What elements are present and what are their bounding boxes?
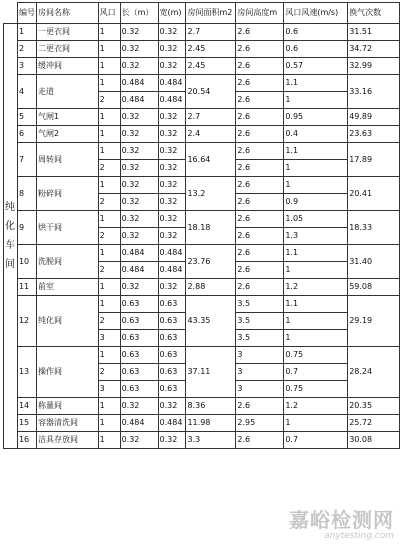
room-number-cell: 15 bbox=[17, 415, 36, 432]
air-changes-cell: 25.72 bbox=[348, 415, 400, 432]
room-area-cell: 2.4 bbox=[186, 126, 236, 143]
table-row bbox=[4, 75, 400, 92]
vent-length-cell: 0.32 bbox=[120, 24, 158, 41]
vent-number-cell: 2 bbox=[98, 160, 120, 177]
header-cell: 长（m） bbox=[120, 3, 158, 24]
vent-length-cell: 0.63 bbox=[120, 364, 158, 381]
room-name-cell: 气闸2 bbox=[36, 126, 98, 143]
vent-length-cell: 0.32 bbox=[120, 432, 158, 449]
vent-length-cell: 0.63 bbox=[120, 313, 158, 330]
header-cell: 宽(m) bbox=[158, 3, 186, 24]
room-height-cell: 3 bbox=[236, 347, 284, 364]
room-height-cell: 2.6 bbox=[236, 126, 284, 143]
room-area-cell: 11.98 bbox=[186, 415, 236, 432]
vent-speed-cell: 1.1 bbox=[284, 296, 348, 313]
vent-number-cell: 2 bbox=[98, 194, 120, 211]
category-char: 化 bbox=[5, 220, 15, 232]
category-char: 纯 bbox=[5, 201, 15, 213]
ventilation-data-table bbox=[3, 2, 400, 449]
room-height-cell: 2.6 bbox=[236, 177, 284, 194]
vent-length-cell: 0.32 bbox=[120, 211, 158, 228]
table-row bbox=[4, 143, 400, 160]
room-name-cell: 纯化间 bbox=[36, 296, 98, 347]
room-name-cell: 操作间 bbox=[36, 347, 98, 398]
vent-speed-cell: 1 bbox=[284, 177, 348, 194]
vent-speed-cell: 0.57 bbox=[284, 58, 348, 75]
table-row bbox=[4, 211, 400, 228]
vent-width-cell: 0.484 bbox=[158, 75, 186, 92]
vent-width-cell: 0.484 bbox=[158, 415, 186, 432]
room-area-cell: 13.2 bbox=[186, 177, 236, 211]
room-number-cell: 5 bbox=[17, 109, 36, 126]
vent-speed-cell: 0.75 bbox=[284, 381, 348, 398]
room-name-cell: 烘干间 bbox=[36, 211, 98, 245]
table-row bbox=[4, 58, 400, 75]
room-area-cell: 18.18 bbox=[186, 211, 236, 245]
vent-width-cell: 0.32 bbox=[158, 279, 186, 296]
room-name-cell: 二更衣间 bbox=[36, 41, 98, 58]
room-area-cell: 2.45 bbox=[186, 41, 236, 58]
air-changes-cell: 28.24 bbox=[348, 347, 400, 398]
room-number-cell: 12 bbox=[17, 296, 36, 347]
table-row bbox=[4, 177, 400, 194]
vent-width-cell: 0.32 bbox=[158, 398, 186, 415]
vent-width-cell: 0.32 bbox=[158, 432, 186, 449]
ventilation-table-container bbox=[3, 2, 400, 449]
vent-width-cell: 0.484 bbox=[158, 92, 186, 109]
room-height-cell: 2.6 bbox=[236, 41, 284, 58]
room-name-cell: 容器清洗间 bbox=[36, 415, 98, 432]
vent-number-cell: 1 bbox=[98, 279, 120, 296]
room-number-cell: 10 bbox=[17, 245, 36, 279]
table-header-row bbox=[4, 3, 400, 24]
room-area-cell: 2.88 bbox=[186, 279, 236, 296]
watermark-brand-text: 嘉峪检测网 bbox=[289, 508, 394, 532]
vent-number-cell: 1 bbox=[98, 41, 120, 58]
vent-width-cell: 0.484 bbox=[158, 245, 186, 262]
room-height-cell: 2.6 bbox=[236, 194, 284, 211]
vent-length-cell: 0.484 bbox=[120, 92, 158, 109]
vent-speed-cell: 0.7 bbox=[284, 364, 348, 381]
vent-number-cell: 1 bbox=[98, 109, 120, 126]
category-char: 车 bbox=[5, 239, 15, 251]
vent-width-cell: 0.32 bbox=[158, 211, 186, 228]
vent-speed-cell: 0.4 bbox=[284, 126, 348, 143]
room-name-cell: 洁具存放间 bbox=[36, 432, 98, 449]
header-cell: 风口风速(m/s) bbox=[284, 3, 348, 24]
vent-speed-cell: 0.6 bbox=[284, 41, 348, 58]
room-area-cell: 2.45 bbox=[186, 58, 236, 75]
vent-width-cell: 0.63 bbox=[158, 330, 186, 347]
vent-number-cell: 1 bbox=[98, 245, 120, 262]
table-row bbox=[4, 24, 400, 41]
room-height-cell: 3.5 bbox=[236, 296, 284, 313]
vent-number-cell: 2 bbox=[98, 92, 120, 109]
table-row bbox=[4, 347, 400, 364]
vent-number-cell: 2 bbox=[98, 228, 120, 245]
room-height-cell: 2.6 bbox=[236, 75, 284, 92]
vent-number-cell: 1 bbox=[98, 126, 120, 143]
room-height-cell: 2.6 bbox=[236, 24, 284, 41]
vent-number-cell: 1 bbox=[98, 58, 120, 75]
vent-width-cell: 0.63 bbox=[158, 347, 186, 364]
room-name-cell: 一更衣间 bbox=[36, 24, 98, 41]
room-area-cell: 8.36 bbox=[186, 398, 236, 415]
vent-length-cell: 0.484 bbox=[120, 245, 158, 262]
vent-width-cell: 0.32 bbox=[158, 24, 186, 41]
room-area-cell: 2.7 bbox=[186, 24, 236, 41]
room-name-cell: 周转间 bbox=[36, 143, 98, 177]
header-corner bbox=[4, 3, 18, 24]
room-height-cell: 3.5 bbox=[236, 330, 284, 347]
category-cell bbox=[4, 24, 18, 449]
vent-length-cell: 0.32 bbox=[120, 177, 158, 194]
header-cell: 房间名称 bbox=[36, 3, 98, 24]
vent-width-cell: 0.63 bbox=[158, 364, 186, 381]
vent-width-cell: 0.32 bbox=[158, 58, 186, 75]
vent-speed-cell: 0.6 bbox=[284, 24, 348, 41]
room-number-cell: 3 bbox=[17, 58, 36, 75]
table-row bbox=[4, 126, 400, 143]
vent-speed-cell: 1.2 bbox=[284, 279, 348, 296]
vent-length-cell: 0.32 bbox=[120, 398, 158, 415]
air-changes-cell: 18.33 bbox=[348, 211, 400, 245]
vent-width-cell: 0.484 bbox=[158, 262, 186, 279]
room-number-cell: 7 bbox=[17, 143, 36, 177]
vent-speed-cell: 1.1 bbox=[284, 245, 348, 262]
header-cell: 换气次数 bbox=[348, 3, 400, 24]
room-height-cell: 2.6 bbox=[236, 92, 284, 109]
vent-speed-cell: 0.7 bbox=[284, 432, 348, 449]
header-cell: 房间面积m2 bbox=[186, 3, 236, 24]
vent-length-cell: 0.32 bbox=[120, 194, 158, 211]
vent-width-cell: 0.63 bbox=[158, 296, 186, 313]
table-row bbox=[4, 109, 400, 126]
vent-number-cell: 1 bbox=[98, 432, 120, 449]
room-name-cell: 称量间 bbox=[36, 398, 98, 415]
header-cell: 风口 bbox=[98, 3, 120, 24]
vent-speed-cell: 1 bbox=[284, 262, 348, 279]
vent-width-cell: 0.32 bbox=[158, 41, 186, 58]
room-number-cell: 14 bbox=[17, 398, 36, 415]
room-area-cell: 20.54 bbox=[186, 75, 236, 109]
air-changes-cell: 33.16 bbox=[348, 75, 400, 109]
table-row bbox=[4, 41, 400, 58]
room-number-cell: 11 bbox=[17, 279, 36, 296]
air-changes-cell: 20.35 bbox=[348, 398, 400, 415]
room-height-cell: 2.6 bbox=[236, 58, 284, 75]
vent-length-cell: 0.63 bbox=[120, 347, 158, 364]
room-height-cell: 2.6 bbox=[236, 143, 284, 160]
room-name-cell: 粉碎间 bbox=[36, 177, 98, 211]
room-area-cell: 3.3 bbox=[186, 432, 236, 449]
vent-number-cell: 1 bbox=[98, 211, 120, 228]
room-area-cell: 43.35 bbox=[186, 296, 236, 347]
vent-speed-cell: 1 bbox=[284, 92, 348, 109]
room-number-cell: 13 bbox=[17, 347, 36, 398]
table-row bbox=[4, 296, 400, 313]
vent-length-cell: 0.484 bbox=[120, 415, 158, 432]
room-height-cell: 2.6 bbox=[236, 228, 284, 245]
room-name-cell: 走道 bbox=[36, 75, 98, 109]
watermark-url-text: anytesting.com bbox=[324, 531, 394, 541]
vent-speed-cell: 1.3 bbox=[284, 228, 348, 245]
vent-speed-cell: 0.95 bbox=[284, 109, 348, 126]
table-row bbox=[4, 245, 400, 262]
vent-number-cell: 2 bbox=[98, 313, 120, 330]
room-height-cell: 3 bbox=[236, 364, 284, 381]
vent-speed-cell: 1.05 bbox=[284, 211, 348, 228]
room-height-cell: 2.6 bbox=[236, 432, 284, 449]
vent-number-cell: 1 bbox=[98, 75, 120, 92]
air-changes-cell: 29.19 bbox=[348, 296, 400, 347]
room-number-cell: 1 bbox=[17, 24, 36, 41]
table-row bbox=[4, 415, 400, 432]
air-changes-cell: 31.40 bbox=[348, 245, 400, 279]
vent-length-cell: 0.32 bbox=[120, 109, 158, 126]
vent-number-cell: 1 bbox=[98, 347, 120, 364]
room-name-cell: 缓冲间 bbox=[36, 58, 98, 75]
room-number-cell: 2 bbox=[17, 41, 36, 58]
room-number-cell: 4 bbox=[17, 75, 36, 109]
vent-speed-cell: 1 bbox=[284, 415, 348, 432]
vent-number-cell: 1 bbox=[98, 398, 120, 415]
air-changes-cell: 49.89 bbox=[348, 109, 400, 126]
vent-number-cell: 1 bbox=[98, 24, 120, 41]
room-number-cell: 16 bbox=[17, 432, 36, 449]
vent-number-cell: 3 bbox=[98, 330, 120, 347]
vent-number-cell: 1 bbox=[98, 296, 120, 313]
vent-speed-cell: 0.75 bbox=[284, 347, 348, 364]
room-number-cell: 9 bbox=[17, 211, 36, 245]
air-changes-cell: 34.72 bbox=[348, 41, 400, 58]
vent-width-cell: 0.32 bbox=[158, 109, 186, 126]
vent-length-cell: 0.63 bbox=[120, 296, 158, 313]
room-number-cell: 8 bbox=[17, 177, 36, 211]
room-number-cell: 6 bbox=[17, 126, 36, 143]
vent-speed-cell: 1.2 bbox=[284, 398, 348, 415]
air-changes-cell: 20.41 bbox=[348, 177, 400, 211]
air-changes-cell: 30.08 bbox=[348, 432, 400, 449]
vent-length-cell: 0.32 bbox=[120, 58, 158, 75]
vent-speed-cell: 1 bbox=[284, 330, 348, 347]
vent-speed-cell: 1 bbox=[284, 313, 348, 330]
vent-speed-cell: 1 bbox=[284, 160, 348, 177]
room-height-cell: 3.5 bbox=[236, 313, 284, 330]
room-height-cell: 2.6 bbox=[236, 160, 284, 177]
vent-speed-cell: 0.9 bbox=[284, 194, 348, 211]
vent-speed-cell: 1.1 bbox=[284, 143, 348, 160]
air-changes-cell: 32.99 bbox=[348, 58, 400, 75]
vent-width-cell: 0.32 bbox=[158, 194, 186, 211]
vent-width-cell: 0.32 bbox=[158, 160, 186, 177]
vent-length-cell: 0.32 bbox=[120, 279, 158, 296]
vent-width-cell: 0.32 bbox=[158, 126, 186, 143]
room-height-cell: 2.95 bbox=[236, 415, 284, 432]
room-height-cell: 2.6 bbox=[236, 279, 284, 296]
room-area-cell: 37.11 bbox=[186, 347, 236, 398]
table-body bbox=[4, 24, 400, 449]
header-cell: 房间高度m bbox=[236, 3, 284, 24]
room-height-cell: 3 bbox=[236, 381, 284, 398]
vent-number-cell: 1 bbox=[98, 177, 120, 194]
vent-length-cell: 0.484 bbox=[120, 262, 158, 279]
vent-length-cell: 0.32 bbox=[120, 228, 158, 245]
vent-length-cell: 0.32 bbox=[120, 41, 158, 58]
vent-number-cell: 3 bbox=[98, 381, 120, 398]
vent-width-cell: 0.32 bbox=[158, 143, 186, 160]
room-name-cell: 前室 bbox=[36, 279, 98, 296]
air-changes-cell: 17.89 bbox=[348, 143, 400, 177]
table-row bbox=[4, 432, 400, 449]
vent-length-cell: 0.32 bbox=[120, 160, 158, 177]
room-area-cell: 16.64 bbox=[186, 143, 236, 177]
vent-width-cell: 0.63 bbox=[158, 313, 186, 330]
air-changes-cell: 59.08 bbox=[348, 279, 400, 296]
vent-length-cell: 0.32 bbox=[120, 126, 158, 143]
vent-speed-cell: 1.1 bbox=[284, 75, 348, 92]
category-char: 间 bbox=[5, 258, 15, 270]
vent-width-cell: 0.32 bbox=[158, 228, 186, 245]
room-name-cell: 气闸1 bbox=[36, 109, 98, 126]
table-row bbox=[4, 398, 400, 415]
room-height-cell: 2.6 bbox=[236, 245, 284, 262]
room-height-cell: 2.6 bbox=[236, 211, 284, 228]
vent-length-cell: 0.63 bbox=[120, 381, 158, 398]
table-row bbox=[4, 279, 400, 296]
vent-length-cell: 0.63 bbox=[120, 330, 158, 347]
room-height-cell: 2.6 bbox=[236, 109, 284, 126]
room-name-cell: 洗脱间 bbox=[36, 245, 98, 279]
vent-number-cell: 1 bbox=[98, 415, 120, 432]
vent-number-cell: 2 bbox=[98, 364, 120, 381]
room-height-cell: 2.6 bbox=[236, 398, 284, 415]
air-changes-cell: 23.63 bbox=[348, 126, 400, 143]
air-changes-cell: 31.51 bbox=[348, 24, 400, 41]
vent-width-cell: 0.32 bbox=[158, 177, 186, 194]
vent-length-cell: 0.32 bbox=[120, 143, 158, 160]
room-area-cell: 2.7 bbox=[186, 109, 236, 126]
vent-width-cell: 0.63 bbox=[158, 381, 186, 398]
room-height-cell: 2.6 bbox=[236, 262, 284, 279]
watermark bbox=[289, 504, 394, 541]
vent-number-cell: 1 bbox=[98, 143, 120, 160]
vent-number-cell: 2 bbox=[98, 262, 120, 279]
vent-length-cell: 0.484 bbox=[120, 75, 158, 92]
header-cell: 编号 bbox=[17, 3, 36, 24]
room-area-cell: 23.76 bbox=[186, 245, 236, 279]
